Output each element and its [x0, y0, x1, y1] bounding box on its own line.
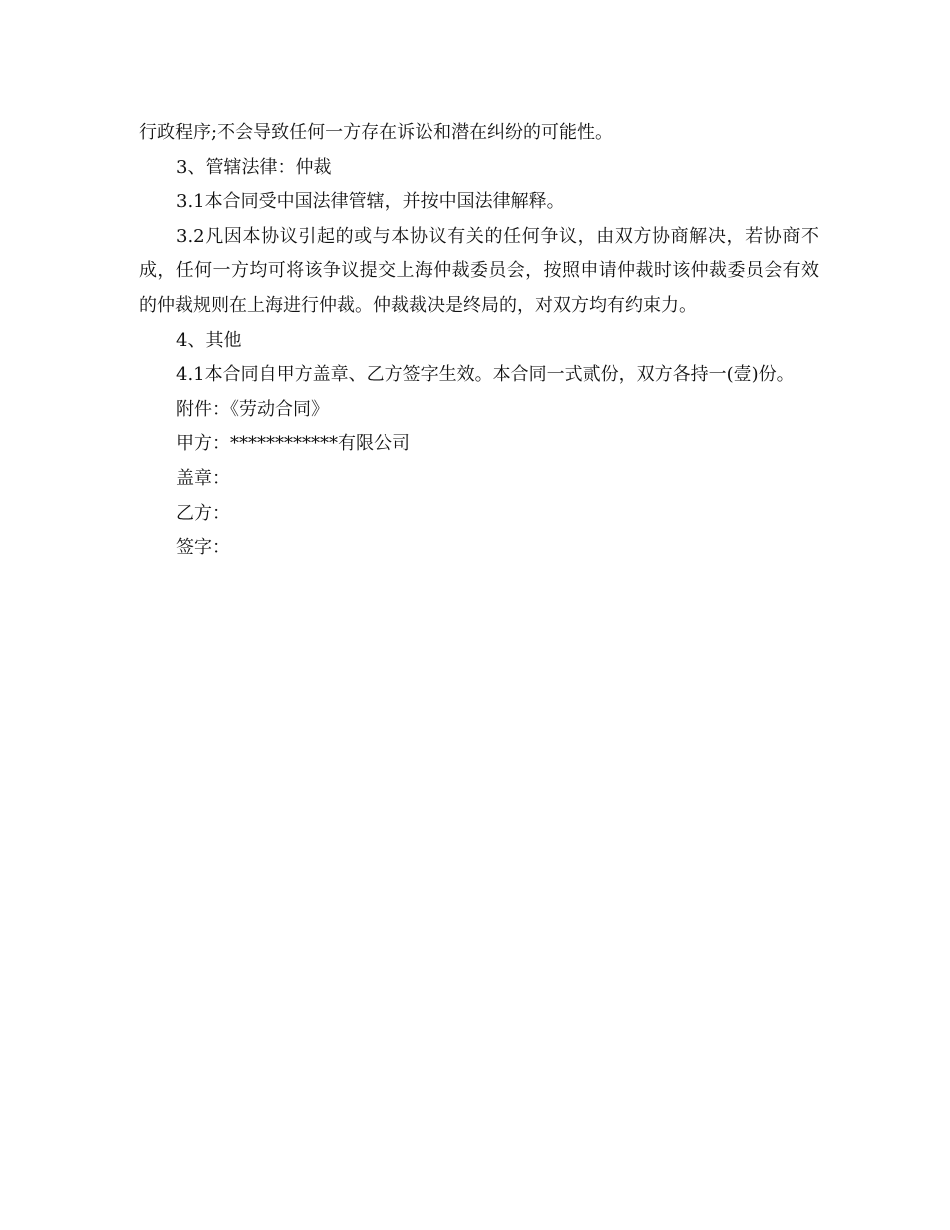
- contract-body: [139, 116, 819, 566]
- clause-3-2: 3.2凡因本协议引起的或与本协议有关的任何争议，由双方协商解决，若协商不成，任何一方均可将该争议提交上海仲裁委员会，按照申请仲裁时该仲裁委员会有效的仲裁规则在上海进行仲裁。仲裁裁决是终局的，对双方均有约束力。: [139, 225, 819, 316]
- seal-line: 盖章：: [176, 467, 230, 489]
- signature-line: 签字：: [176, 537, 230, 559]
- party-b-line: 乙方：: [176, 502, 230, 524]
- heading-other: 4、其他: [176, 329, 242, 351]
- heading-governing-law-arbitration: 3、管辖法律：仲裁: [176, 156, 332, 178]
- party-a-line: 甲方：************有限公司: [176, 433, 410, 455]
- paragraph-administrative-procedure: 行政程序;不会导致任何一方存在诉讼和潜在纠纷的可能性。: [139, 122, 614, 143]
- clause-4-1: 4.1本合同自甲方盖章、乙方签字生效。本合同一式贰份，双方各持一(壹)份。: [176, 364, 795, 386]
- clause-3-1: 3.1本合同受中国法律管辖，并按中国法律解释。: [176, 191, 565, 213]
- attachment-line: 附件：《劳动合同》: [176, 398, 329, 420]
